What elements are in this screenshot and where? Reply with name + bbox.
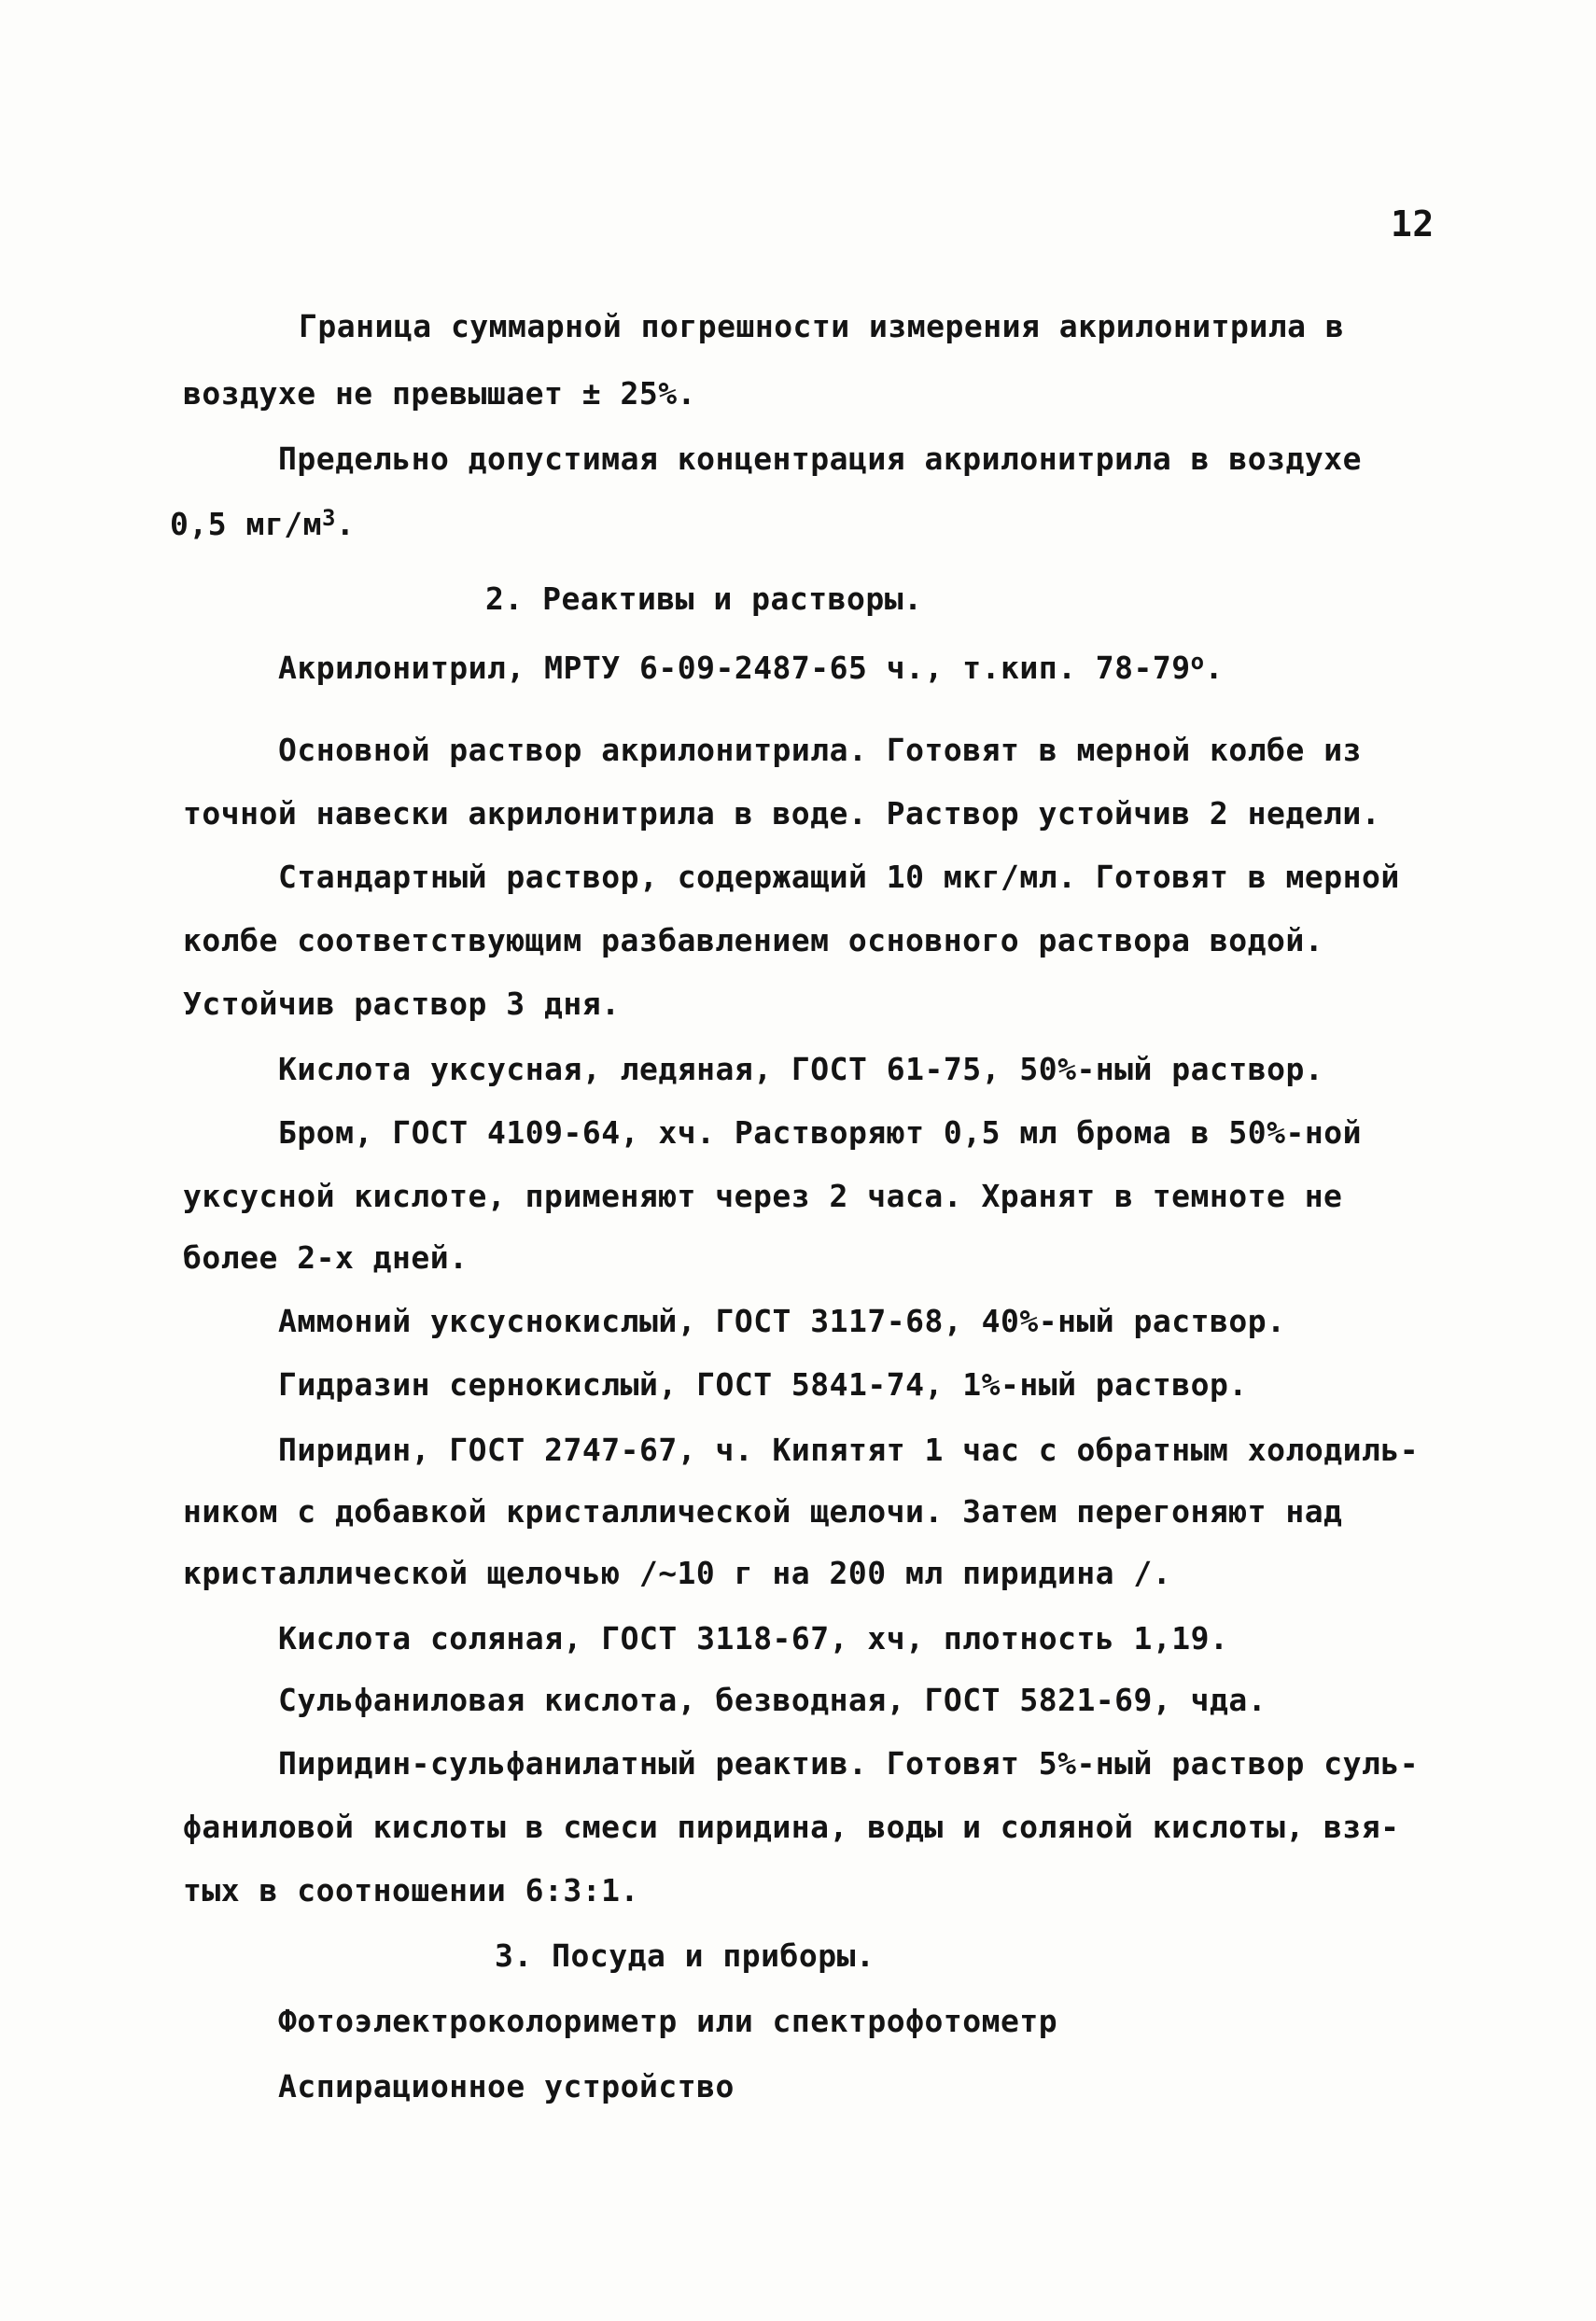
text-line xyxy=(170,506,355,542)
degree-superscript: о xyxy=(1190,649,1205,675)
text-line: Граница суммарной погрешности измерения акрилонитрила в xyxy=(299,308,1345,344)
text-line: более 2-х дней. xyxy=(183,1239,469,1276)
text-line: Основной раствор акрилонитрила. Готовят в мерной колбе из xyxy=(278,732,1362,768)
reagent-text: Акрилонитрил, МРТУ 6-09-2487-65 ч., т.кип. 78-79 xyxy=(278,650,1191,686)
text-line: Кислота уксусная, ледяная, ГОСТ 61-75, 50%-ный раствор. xyxy=(278,1051,1324,1087)
text-line: тых в соотношении 6:3:1. xyxy=(183,1872,639,1909)
text-line: кристаллической щелочью /~10 г на 200 мл пиридина /. xyxy=(183,1555,1172,1591)
text-line: воздухе не превышает ± 25%. xyxy=(183,375,696,412)
text-line: Предельно допустимая концентрация акрилонитрила в воздухе xyxy=(278,440,1362,477)
section-heading: 3. Посуда и приборы. xyxy=(495,1937,875,1974)
text-line: Сульфаниловая кислота, безводная, ГОСТ 5821-69, чда. xyxy=(278,1682,1267,1718)
text-line: Стандартный раствор, содержащий 10 мкг/мл. Готовят в мерной xyxy=(278,859,1400,895)
text-line: фаниловой кислоты в смеси пиридина, воды и соляной кислоты, взя- xyxy=(183,1809,1400,1845)
page-number: 12 xyxy=(1391,203,1435,245)
text-line: Пиридин-сульфанилатный реактив. Готовят 5%-ный раствор суль- xyxy=(278,1745,1420,1782)
punctuation: . xyxy=(335,506,356,542)
text-line: Пиридин, ГОСТ 2747-67, ч. Кипятят 1 час с обратным холодиль- xyxy=(278,1432,1420,1468)
text-line: Гидразин сернокислый, ГОСТ 5841-74, 1%-ный раствор. xyxy=(278,1366,1248,1403)
section-heading: 2. Реактивы и растворы. xyxy=(485,580,923,617)
text-line: ником с добавкой кристаллической щелочи. Затем перегоняют над xyxy=(183,1493,1343,1530)
text-line: точной навески акрилонитрила в воде. Раствор устойчив 2 недели. xyxy=(183,795,1381,832)
text-line xyxy=(278,650,1224,686)
text-line: колбе соответствующим разбавлением основного раствора водой. xyxy=(183,922,1324,958)
text-line: Бром, ГОСТ 4109-64, хч. Растворяют 0,5 мл брома в 50%-ной xyxy=(278,1114,1362,1151)
formula-text: 0,5 мг/м xyxy=(170,506,322,542)
text-line: Аспирационное устройство xyxy=(278,2068,735,2104)
text-line: Кислота соляная, ГОСТ 3118-67, хч, плотность 1,19. xyxy=(278,1620,1229,1657)
text-line: Аммоний уксуснокислый, ГОСТ 3117-68, 40%-ный раствор. xyxy=(278,1303,1286,1339)
punctuation: . xyxy=(1204,650,1224,686)
text-line: уксусной кислоте, применяют через 2 часа. Хранят в темноте не xyxy=(183,1178,1343,1214)
superscript: 3 xyxy=(321,505,336,531)
text-line: Фотоэлектроколориметр или спектрофотометр xyxy=(278,2003,1058,2039)
text-line: Устойчив раствор 3 дня. xyxy=(183,986,621,1022)
